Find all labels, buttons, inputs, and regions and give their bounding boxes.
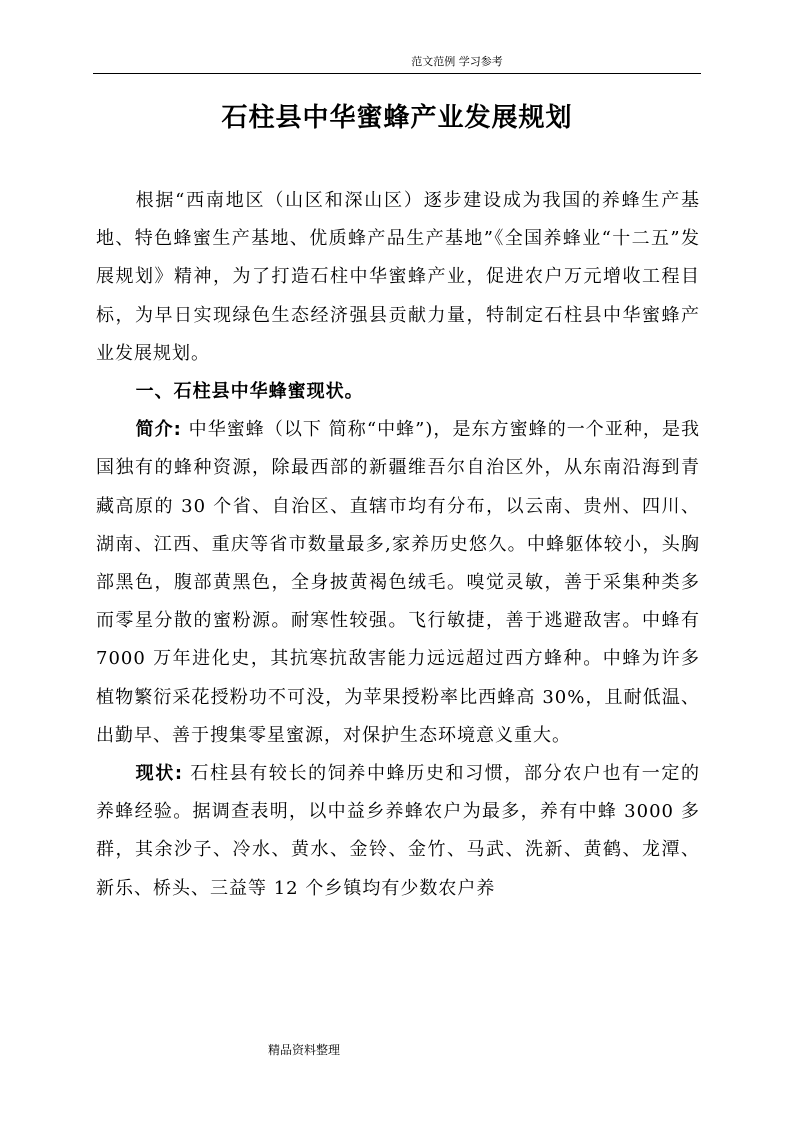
status-paragraph	[96, 755, 700, 908]
page-header: 范文范例 学习参考	[411, 55, 503, 68]
intro-paragraph: 根据“西南地区（山区和深山区）逐步建设成为我国的养蜂生产基地、特色蜂蜜生产基地、优质蜂产品生产基地”《全国养蜂业“十二五”发展规划》精神，为了打造石柱中华蜜蜂产业，促进农户万元增收工程目标，为早日实现绿色生态经济强县贡献力量，特制定石柱县中华蜜蜂产业发展规划。	[96, 190, 700, 364]
section-heading: 一、石柱县中华蜂蜜现状。	[135, 381, 364, 403]
overview-lead: 简介:	[135, 419, 182, 441]
document-body	[96, 182, 700, 908]
header-divider	[93, 73, 701, 74]
status-text: 石柱县有较长的饲养中蜂历史和习惯，部分农户也有一定的养蜂经验。据调查表明，以中益乡养蜂农户为最多，养有中蜂 3000 多群，其余沙子、冷水、黄水、金铃、金竹、马武、洗新、黄鹤、龙潭、新乐、桥头、三益等 12 个乡镇均有少数农户养	[96, 763, 700, 899]
status-lead: 现状:	[135, 763, 184, 785]
page-footer: 精品资料整理	[268, 1043, 341, 1057]
overview-paragraph	[96, 411, 700, 755]
document-title: 石柱县中华蜜蜂产业发展规划	[221, 103, 573, 133]
overview-text: 中华蜜蜂（以下 简称“中蜂”)，是东方蜜蜂的一个亚种，是我国独有的蜂种资源，除最西部的新疆维吾尔自治区外，从东南沿海到青藏高原的 30 个省、自治区、直辖市均有分布，以云南、贵州、四川、湖南、江西、重庆等省市数量最多,家养历史悠久。中蜂躯体较小，头胸部黑色，腹部黄黑色，全身披黄褐色绒毛。嗅觉灵敏，善于采集种类多而零星分散的蜜粉源。耐寒性较强。飞行敏捷，善于逃避敌害。中蜂有 7000 万年进化史，其抗寒抗敌害能力远远超过西方蜂种。中蜂为许多植物繁衍采花授粉功不可没，为苹果授粉率比西蜂高 30%，且耐低温、出勤早、善于搜集零星蜜源，对保护生态环境意义重大。	[96, 419, 700, 746]
